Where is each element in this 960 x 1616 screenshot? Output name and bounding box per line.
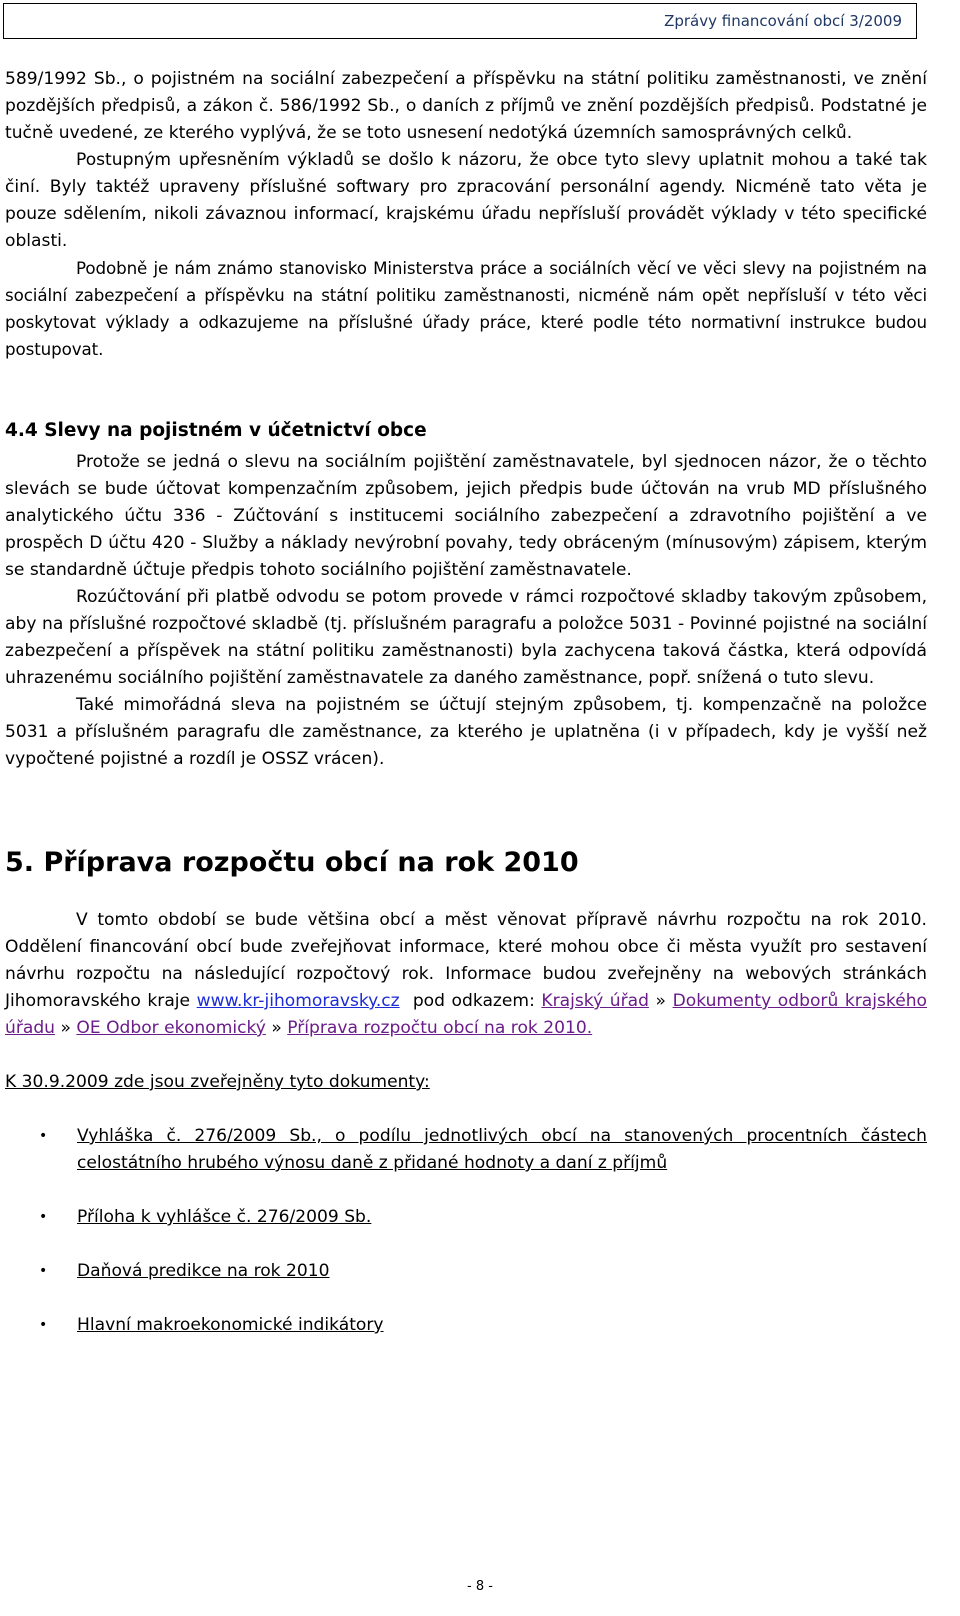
document-link[interactable]: Hlavní makroekonomické indikátory [77,1315,384,1335]
document-item[interactable] [5,1258,927,1285]
documents-list [5,1123,927,1339]
breadcrumb-separator: » [60,1018,71,1038]
section-5-heading: 5. Příprava rozpočtu obcí na rok 2010 [5,847,579,878]
breadcrumb-separator: » [271,1018,282,1038]
intro-paragraph-2: Postupným upřesněním výkladů se došlo k názoru, že obce tyto slevy uplatnit mohou a také tak činí. Byly taktéž upraveny příslušné softwary pro zpracování personální agendy. Nicméně tato věta je pouze sdělením, nikoli závaznou informací, krajskému úřadu nepřísluší provádět výklady v této specifické oblasti. [5,150,927,251]
section-4-4-paragraph-2: Rozúčtování při platbě odvodu se potom provede v rámci rozpočtové skladby takovým způsobem, aby na příslušné rozpočtové skladbě (tj. příslušném paragrafu a položce 5031 - Povinné pojistné na sociální zabezpečení a příspěvek na státní politiku zaměstnanosti) byla zachycena taková částka, která odpovídá uhrazenému sociálního pojištění zaměstnavatele za daného zaměstnance, popř. snížená o tuto slevu. [5,587,927,688]
page-content [5,66,927,1366]
link-dokumenty-odboru[interactable]: Dokumenty odborů krajského úřadu [5,991,928,1038]
link-krajsky-urad[interactable]: Krajský úřad [541,991,649,1011]
website-link[interactable]: www.kr-jihomoravsky.cz [196,991,400,1011]
document-link[interactable]: Daňová predikce na rok 2010 [77,1261,330,1281]
section-4-4-paragraph-3: Také mimořádná sleva na pojistném se účtují stejným způsobem, tj. kompenzačně na položce 5031 a příslušném paragrafu dle zaměstnance, za kterého je uplatněna (i v případech, kdy je vyšší než vypočtené pojistné a rozdíl je OSSZ vrácen). [5,695,927,769]
intro-paragraph-1: 589/1992 Sb., o pojistném na sociální zabezpečení a příspěvku na státní politiku zaměstnanosti, ve znění pozdějších předpisů, a zákon č. 586/1992 Sb., o daních z příjmů ve znění pozdějších předpisů. Podstatné je tučně uvedené, ze kterého vyplývá, že se toto usnesení nedotýká územních samosprávných celků. [5,69,927,143]
bullet-icon: • [39,1209,48,1225]
link-priprava-rozpoctu[interactable]: Příprava rozpočtu obcí na rok 2010. [287,1018,593,1038]
documents-intro: K 30.9.2009 zde jsou zveřejněny tyto dokumenty: [5,1072,430,1092]
document-link[interactable]: Vyhláška č. 276/2009 Sb., o podílu jednotlivých obcí na stanovených procentních částech celostátního hrubého výnosu daně z přidané hodnoty a daní z příjmů [77,1126,927,1173]
page-header [3,3,917,39]
section-4-4-heading: 4.4 Slevy na pojistném v účetnictví obce [5,420,427,441]
document-item[interactable] [5,1312,927,1339]
section-4-4-paragraph-1: Protože se jedná o slevu na sociálním pojištění zaměstnavatele, byl sjednocen názor, že o těchto slevách se bude účtovat kompenzačním způsobem, jejich předpis bude účtován na vrub MD příslušného analytického účtu 336 - Zúčtování s institucemi sociálního zabezpečení a zdravotního pojištění a ve prospěch D účtu 420 - Služby a náklady nevýrobní povahy, tedy obráceným (mínusovým) zápisem, kterým se standardně účtuje předpis tohoto sociálního pojištění zaměstnavatele. [5,452,927,580]
section-5-text: V tomto období se bude většina obcí a měst věnovat přípravě návrhu rozpočtu na rok 2010. Oddělení financování obcí bude zveřejňovat informace, které mohou obce či města využít pro sestavení návrhu rozpočtu na následující rozpočtový rok. Informace budou zveřejněny na webových stránkách Jihomoravského kraje [5,910,927,1011]
document-link[interactable]: Příloha k vyhlášce č. 276/2009 Sb. [77,1207,372,1227]
bullet-icon: • [39,1317,48,1333]
document-item[interactable] [5,1123,927,1177]
section-5-paragraph-1 [5,907,927,1042]
intro-paragraph-3: Podobně je nám známo stanovisko Ministerstva práce a sociálních věcí ve věci slevy na pojistném na sociální zabezpečení a příspěvku na státní politiku zaměstnanosti, nicméně nám opět nepřísluší v této věci poskytovat výklady a odkazujeme na příslušné úřady práce, které podle této normativní instrukce budou postupovat. [5,258,927,359]
link-intro-text: pod odkazem: [412,991,535,1011]
document-item[interactable] [5,1204,927,1231]
breadcrumb-separator: » [655,991,666,1011]
page-number: - 8 - [467,1579,493,1594]
link-odbor-ekonomicky[interactable]: OE Odbor ekonomický [76,1018,266,1038]
header-title: Zprávy financování obcí 3/2009 [664,12,902,30]
bullet-icon: • [39,1128,48,1144]
bullet-icon: • [39,1263,48,1279]
